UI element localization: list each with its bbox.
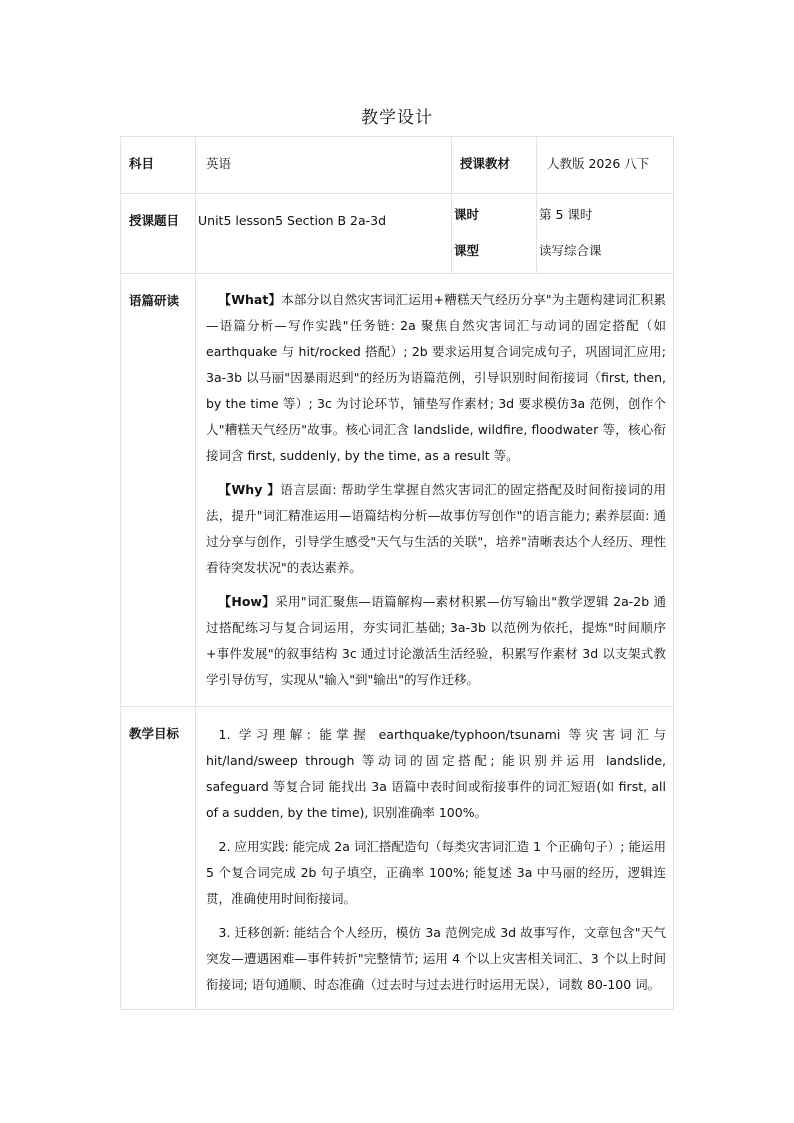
what-text: 本部分以自然灾害词汇运用+糟糕天气经历分享"为主题构建词汇积累—语篇分析—写作实践"任务链: 2a 聚焦自然灾害词汇与动词的固定搭配（如 earthquake 与 hit/rocked 搭配）; 2b 要求运用复合词完成句子，巩固词汇应用; 3a-3b 以马丽"因暴雨迟到"的经历为语篇范例，引导识别时间衔接词（first, then, by the time 等）; 3c 为讨论环节，铺垫写作素材; 3d 要求模仿3a 范例，创作个人"糟糕天气经历"故事。核心词汇含 landslide, wildfire, floodwater 等，核心衔接词含 first, suddenly, by the time, as a result 等。 [206, 292, 666, 463]
type-value: 读写综合课 [539, 243, 602, 258]
goals-label: 教学目标 [121, 707, 196, 1010]
topic-label: 授课题目 [121, 194, 196, 274]
subject-row [121, 137, 674, 194]
period-value: 第 5 课时 [539, 207, 593, 222]
page-title: 教学设计 [361, 108, 433, 128]
topic-value: Unit5 lesson5 Section B 2a-3d [196, 194, 452, 274]
subject-value: 英语 [196, 137, 452, 194]
period-label: 课时 [454, 207, 480, 222]
why-paragraph [197, 477, 672, 581]
how-paragraph [197, 589, 672, 693]
period-type-labels [452, 194, 537, 274]
what-paragraph [197, 287, 672, 469]
analysis-label: 语篇研读 [121, 274, 196, 707]
goals-content [196, 707, 674, 1010]
why-tag: 【Why 】 [218, 482, 281, 497]
goal-item: 2. 应用实践: 能完成 2a 词汇搭配造句（每类灾害词汇造 1 个正确句子）; 能运用 5 个复合词完成 2b 句子填空，正确率 100%; 能复述 3a 中马丽的经历，逻辑连贯，准确使用时间衔接词。 [206, 839, 666, 906]
why-text: 语言层面: 帮助学生掌握自然灾害词汇的固定搭配及时间衔接词的用法，提升"词汇精准运用—语篇结构分析—故事仿写创作"的语言能力; 素养层面: 通过分享与创作，引导学生感受"天气与生活的关联"，培养"清晰表达个人经历、理性看待突发状况"的表达素养。 [206, 482, 667, 575]
topic-row [121, 194, 674, 274]
textbook-value: 人教版 2026 八下 [537, 137, 674, 194]
goals-row [121, 707, 674, 1010]
analysis-content [196, 274, 674, 707]
what-tag: 【What】 [218, 292, 282, 307]
period-type-values [537, 194, 674, 274]
lesson-plan-table [120, 136, 674, 1010]
goal-item: 3. 迁移创新: 能结合个人经历，模仿 3a 范例完成 3d 故事写作，文章包含"天气突发—遭遇困难—事件转折"完整情节; 运用 4 个以上灾害相关词汇、3 个以上时间衔接词; 语句通顺、时态准确（过去时与过去进行时运用无误），词数 80-100 词。 [206, 925, 666, 992]
how-text: 采用"词汇聚焦—语篇解构—素材积累—仿写输出"教学逻辑 2a-2b 通过搭配练习与复合词运用，夯实词汇基础; 3a-3b 以范例为依托，提炼"时间顺序+事件发展"的叙事结构 3c 通过讨论激活生活经验，积累写作素材 3d 以支架式教学引导仿写，实现从"输入"到"输出"的写作迁移。 [206, 594, 666, 687]
subject-label: 科目 [121, 137, 196, 194]
textbook-label: 授课教材 [452, 137, 537, 194]
goal-item: 1. 学习理解: 能掌握 earthquake/typhoon/tsunami 等灾害词汇与 hit/land/sweep through 等动词的固定搭配; 能识别并运用 landslide, safeguard 等复合词 能找出 3a 语篇中表时间或衔接事件的词汇短语(如 first, all of a sudden, by the time), 识别准确率 100%。 [206, 727, 666, 820]
analysis-row [121, 274, 674, 707]
how-tag: 【How】 [218, 594, 276, 609]
type-label: 课型 [454, 243, 480, 258]
